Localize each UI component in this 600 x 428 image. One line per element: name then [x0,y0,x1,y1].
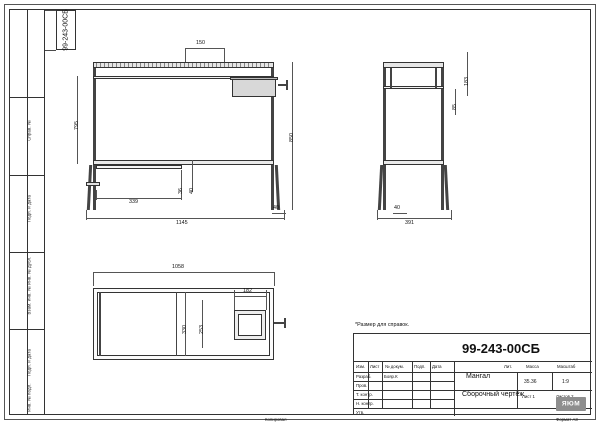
front-dim-795-line [77,76,78,164]
front-dim-150-line [185,48,225,49]
reference-note: *Размер для справок. [355,322,410,328]
side-dim-40-line [393,213,407,214]
company-logo [556,397,586,411]
front-top-rail-hatch [96,63,271,67]
front-dim-795: 795 [74,121,80,130]
side-dim-85-line [455,89,456,115]
top-dim-182-line [234,296,266,297]
tb-sheet-label: Лист 1 [522,394,535,399]
top-dim-330: 330 [182,325,188,334]
format-note: Формат А3 [556,417,578,422]
top-view-left-end [99,292,101,356]
margin-label-3: Подп. и дата [26,348,32,377]
tb-doc-type: Сборочный чертёж [462,391,525,398]
front-dim-1145: 1145 [176,220,188,226]
tb-scale-label: Масштаб [557,364,576,369]
copy-note: Копировал [265,417,287,422]
front-dim-36: 36 [178,188,184,194]
front-left-post [93,62,96,210]
tb-header-list: Лист [370,364,380,369]
top-dim-1058: 1058 [172,264,184,270]
side-dim-85: 85 [452,104,458,110]
front-dim-850: 850 [289,133,295,142]
front-dim-339-line [96,198,182,199]
tb-header-izm: Изм. [356,364,366,369]
side-dim-183: 183 [464,77,470,86]
front-handle-tip [286,80,288,90]
front-dim-339: 339 [129,199,138,205]
top-dim-330-line [185,292,186,356]
tb-lit-label: Лит. [504,364,512,369]
tb-product-name: Мангал [466,373,491,380]
part-number-tab-text: 99-243-00СБ [62,9,70,51]
tb-header-docnum: № докум. [385,364,404,369]
top-dim-182: 182 [243,288,252,294]
title-block [353,333,591,415]
margin-label-1: Подп. и дата [26,194,32,223]
front-dim-40: 40 [189,188,195,194]
margin-label-0: Справ. № [26,120,32,141]
tb-role-razrab: Разраб. [356,374,372,379]
tb-role-utv: Утв. [356,410,365,415]
side-right-post [441,62,444,210]
margin-label-2: Взам. инв. № Инв. № дубл. [26,256,32,315]
side-left-post [383,62,386,210]
side-dim-40: 40 [394,205,400,211]
front-dim-40b: 40 [273,205,279,211]
top-view-grate-inner [238,314,262,336]
top-view-handle-tip [284,318,286,328]
tb-role-prov: Пров. [356,383,368,388]
front-lower-shelf-inner [96,165,182,169]
tb-mass-label: Масса [526,364,539,369]
top-view-divider [176,292,177,356]
front-dim-1145-line [86,218,284,219]
tb-header-data: Дата [432,364,442,369]
title-designation: 99-243-00СБ [462,341,540,356]
tb-role-tkontr: Т. контр. [356,392,373,397]
side-dim-183-line [467,52,468,96]
top-dim-1058-line [93,272,274,273]
side-dim-391: 391 [405,220,414,226]
top-dim-253: 253 [199,325,205,334]
side-dim-391-line [377,218,451,219]
company-logo-text: ЯЮМ [561,400,581,408]
tb-sign-prov: Бояр.К [384,374,398,379]
top-dim-253-line [202,300,203,348]
side-right-bracket [435,68,437,88]
part-number-tab [56,10,76,50]
front-side-tray [232,79,276,97]
tb-header-podp: Подп. [414,364,426,369]
tb-role-nkontr: Н. контр. [356,401,374,406]
front-foot-left [86,182,100,186]
front-dim-150: 150 [196,40,205,46]
side-left-bracket [390,68,392,88]
side-lower-shelf [383,160,444,165]
tb-scale-value: 1:9 [562,379,569,385]
front-side-tray-lip [230,77,278,80]
tb-mass-value: 35.36 [524,379,537,385]
margin-label-4: Инв. № подл. [26,383,32,412]
